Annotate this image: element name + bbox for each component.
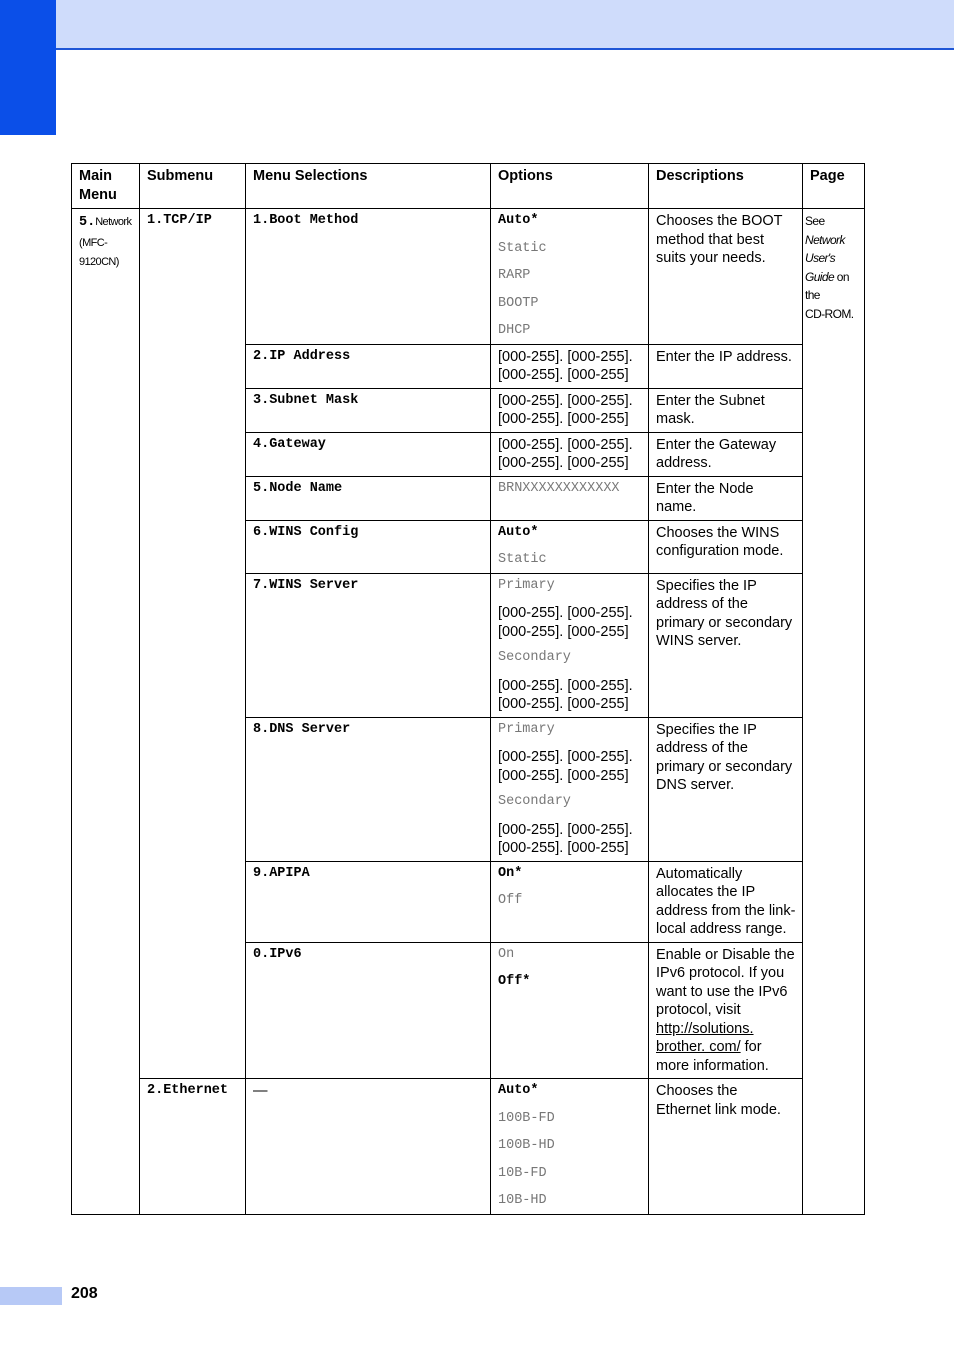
page-ref-cd: CD-ROM. <box>805 306 854 321</box>
solutions-link[interactable]: http://solutions. brother. com/ <box>656 1020 754 1055</box>
description-ipv6 <box>649 942 803 1079</box>
description-ipv6-tail: for more information. <box>656 1039 769 1074</box>
main-menu-name: Network <box>95 216 132 228</box>
option-item: BRNXXXXXXXXXXXX <box>498 480 620 496</box>
option-item: DHCP <box>498 323 531 338</box>
page-ref-guide-3: Guide <box>805 269 835 284</box>
option-item: Auto* <box>498 213 539 228</box>
submenu-tcpip: 1.TCP/IP <box>140 209 246 1079</box>
option-item: Primary <box>498 577 555 593</box>
description-dns-server: Specifies the IP address of the primary or secondary DNS server. <box>649 717 803 861</box>
page-ref-guide-2: User's <box>805 251 836 265</box>
footer-bar <box>0 1287 62 1305</box>
option-item: [000-255]. [000-255]. [000-255]. [000-255] <box>498 749 633 784</box>
header-band <box>56 0 954 50</box>
description-subnet-mask: Enter the Subnet mask. <box>649 388 803 432</box>
table-row <box>72 209 865 345</box>
main-menu-number: 5. <box>79 215 96 230</box>
page-number: 208 <box>71 1285 98 1302</box>
selection-ip-address: 2.IP Address <box>246 344 491 388</box>
option-item: [000-255]. [000-255]. [000-255]. [000-255] <box>498 821 633 856</box>
description-node-name: Enter the Node name. <box>649 476 803 520</box>
page-reference <box>803 209 865 1215</box>
header-menu-selections: Menu Selections <box>246 164 491 209</box>
option-item: [000-255]. [000-255]. [000-255]. [000-255] <box>498 605 633 640</box>
options-wins-server <box>491 573 649 717</box>
header-page: Page <box>803 164 865 209</box>
header-descriptions: Descriptions <box>649 164 803 209</box>
description-ethernet: Chooses the Ethernet link mode. <box>649 1079 803 1215</box>
options-dns-server <box>491 717 649 861</box>
selection-wins-config: 6.WINS Config <box>246 520 491 573</box>
option-item: Primary <box>498 721 555 737</box>
main-menu-cell <box>72 209 140 1215</box>
options-ethernet <box>491 1079 649 1215</box>
option-item: Secondary <box>498 794 571 809</box>
main-menu-model: (MFC-9120CN) <box>79 236 119 268</box>
option-item: Auto* <box>498 524 539 540</box>
options-apipa <box>491 861 649 942</box>
selection-node-name: 5.Node Name <box>246 476 491 520</box>
option-item: 10B-FD <box>498 1165 547 1181</box>
options-node-name <box>491 476 649 520</box>
option-item: Secondary <box>498 650 571 665</box>
option-item: Static <box>498 552 547 567</box>
options-wins-config <box>491 520 649 573</box>
option-item: BOOTP <box>498 295 539 311</box>
header-main-menu: Main Menu <box>72 164 140 209</box>
option-item: On* <box>498 865 523 881</box>
description-wins-config: Chooses the WINS configuration mode. <box>649 520 803 573</box>
option-item: Auto* <box>498 1083 539 1098</box>
option-item: 10B-HD <box>498 1193 547 1208</box>
selection-dns-server: 8.DNS Server <box>246 717 491 861</box>
options-boot-method <box>491 209 649 345</box>
page-ref-see: See <box>805 214 825 228</box>
description-ip-address: Enter the IP address. <box>649 344 803 388</box>
submenu-ethernet: 2.Ethernet <box>140 1079 246 1215</box>
selection-gateway: 4.Gateway <box>246 432 491 476</box>
options-ip-address: [000-255]. [000-255]. [000-255]. [000-255] <box>491 344 649 388</box>
option-item: RARP <box>498 268 531 283</box>
option-item: Off <box>498 893 523 908</box>
option-item: 100B-FD <box>498 1110 555 1126</box>
selection-apipa: 9.APIPA <box>246 861 491 942</box>
description-ipv6-text: Enable or Disable the IPv6 protocol. If you want to use the IPv6 protocol, visit <box>656 946 795 1018</box>
selection-boot-method: 1.Boot Method <box>246 209 491 345</box>
chapter-tab <box>0 0 56 135</box>
selection-wins-server: 7.WINS Server <box>246 573 491 717</box>
option-item: 100B-HD <box>498 1138 555 1153</box>
header-submenu: Submenu <box>140 164 246 209</box>
option-item: On <box>498 946 515 962</box>
table-header-row <box>72 164 865 209</box>
network-menu-table <box>71 163 865 1215</box>
description-boot-method: Chooses the BOOT method that best suits your needs. <box>649 209 803 345</box>
option-item: Static <box>498 240 547 256</box>
description-gateway: Enter the Gateway address. <box>649 432 803 476</box>
option-item: [000-255]. [000-255]. [000-255]. [000-255] <box>498 677 633 712</box>
page-ref-on: on <box>836 269 849 284</box>
page-ref-the: the <box>805 288 820 302</box>
description-apipa: Automatically allocates the IP address from the link-local address range. <box>649 861 803 942</box>
page-ref-guide-1: Network <box>805 232 845 247</box>
selection-ethernet: — <box>246 1079 491 1215</box>
table-row <box>72 1079 865 1215</box>
selection-ipv6: 0.IPv6 <box>246 942 491 1079</box>
description-wins-server: Specifies the IP address of the primary or secondary WINS server. <box>649 573 803 717</box>
options-ipv6 <box>491 942 649 1079</box>
options-subnet-mask: [000-255]. [000-255]. [000-255]. [000-255] <box>491 388 649 432</box>
option-item: Off* <box>498 974 531 989</box>
options-gateway: [000-255]. [000-255]. [000-255]. [000-255] <box>491 432 649 476</box>
selection-subnet-mask: 3.Subnet Mask <box>246 388 491 432</box>
header-options: Options <box>491 164 649 209</box>
